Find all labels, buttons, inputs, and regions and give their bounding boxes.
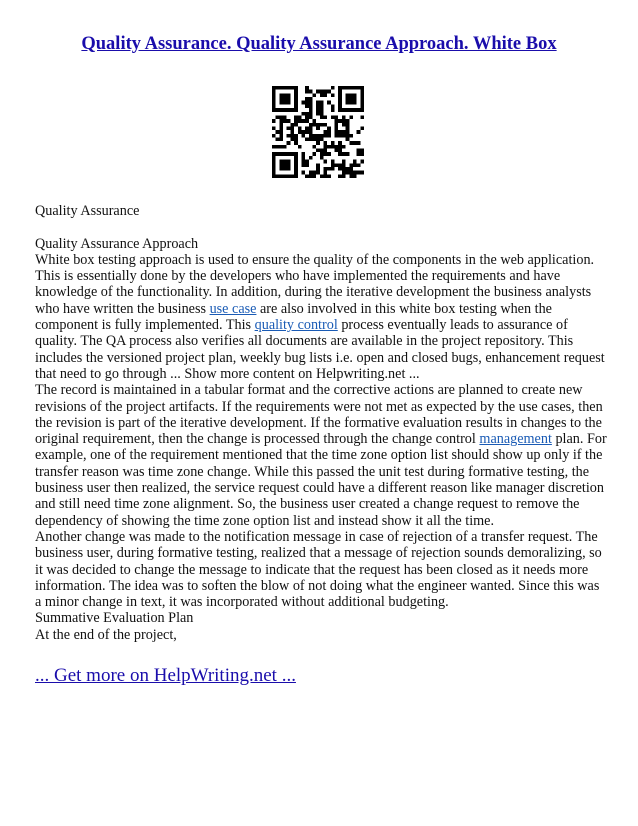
text-line: dependency of showing the time zone option list and instead show it all the time. bbox=[35, 512, 495, 529]
paragraph-another-change bbox=[35, 529, 603, 610]
text-fragment: process eventually leads to assurance of bbox=[337, 317, 568, 334]
text-line: example, one of the requirement mentioned that the time zone option list should show up only if the bbox=[35, 447, 603, 464]
text-line: that need to go through ... Show more content on Helpwriting.net ... bbox=[35, 365, 420, 382]
text-line: business user then realized, the service request could have a different reason like manager discretion bbox=[35, 480, 604, 497]
section-heading-summative: Summative Evaluation Plan bbox=[35, 610, 194, 627]
section-heading-approach: Quality Assurance Approach bbox=[35, 235, 199, 252]
paragraph-record bbox=[35, 382, 607, 529]
text-line: includes the versioned project plan, weekly bug lists i.e. open and closed bugs, enhancement request bbox=[35, 349, 605, 366]
get-more-link[interactable]: ... Get more on HelpWriting.net ... bbox=[35, 665, 296, 686]
text-line: the revision is part of the iterative development. If the formative evaluation results in changes to the bbox=[35, 414, 602, 431]
text-line: quality. The QA process also verifies all documents are available in the project repository. This bbox=[35, 333, 574, 350]
text-line: revisions of the project artifacts. If the requirements were not met as expected by the use cases, then bbox=[35, 398, 603, 415]
paragraph-end-of-project: At the end of the project, bbox=[35, 626, 177, 643]
text-fragment: original requirement, then the change is processed through the change control bbox=[35, 431, 480, 448]
text-line: Another change was made to the notification message in case of rejection of a transfer request. The bbox=[35, 528, 598, 545]
text-line: This is essentially done by the developers who have implemented the requirements and have bbox=[35, 268, 561, 285]
text-line bbox=[35, 317, 568, 333]
text-fragment: are also involved in this white box testing when the bbox=[256, 300, 552, 317]
text-line bbox=[35, 301, 552, 317]
text-line: a minor change in text, it was incorporated without additional budgeting. bbox=[35, 594, 449, 611]
text-line: information. The idea was to soften the blow of not doing what the engineer wanted. Since this was bbox=[35, 577, 600, 594]
text-line: it was decided to change the message to indicate that the request has been closed as it needs more bbox=[35, 561, 589, 578]
qr-code-image bbox=[272, 86, 364, 178]
quality-control-link[interactable]: quality control bbox=[254, 317, 338, 334]
text-line: The record is maintained in a tabular format and the corrective actions are planned to create new bbox=[35, 382, 583, 399]
text-line: knowledge of the functionality. In addition, during the iterative development the business analysts bbox=[35, 284, 592, 301]
qr-code-modules bbox=[272, 86, 364, 178]
paragraph-white-box bbox=[35, 252, 603, 382]
use-case-link[interactable]: use case bbox=[209, 300, 257, 317]
section-heading-quality-assurance: Quality Assurance bbox=[35, 203, 140, 219]
text-line bbox=[35, 431, 607, 447]
document-title-link[interactable]: Quality Assurance. Quality Assurance Approach. White Box bbox=[81, 34, 557, 54]
text-line: transfer reason was time zone change. While this passed the unit test during formative testing, the bbox=[35, 463, 590, 480]
text-line: business user, during formative testing, realized that a message of rejection sounds demoralizing, so bbox=[35, 545, 602, 562]
text-fragment: component is fully implemented. This bbox=[35, 317, 255, 334]
text-fragment: who have written the business bbox=[35, 300, 210, 317]
text-line: White box testing approach is used to ensure the quality of the components in the web application. bbox=[35, 251, 595, 268]
management-link[interactable]: management bbox=[479, 431, 552, 448]
paragraph-spacer bbox=[35, 219, 603, 235]
text-line: and still need time zone alignment. So, the business user created a change request to remove the bbox=[35, 496, 580, 513]
article-body bbox=[35, 203, 607, 643]
text-fragment: plan. For bbox=[551, 431, 607, 448]
